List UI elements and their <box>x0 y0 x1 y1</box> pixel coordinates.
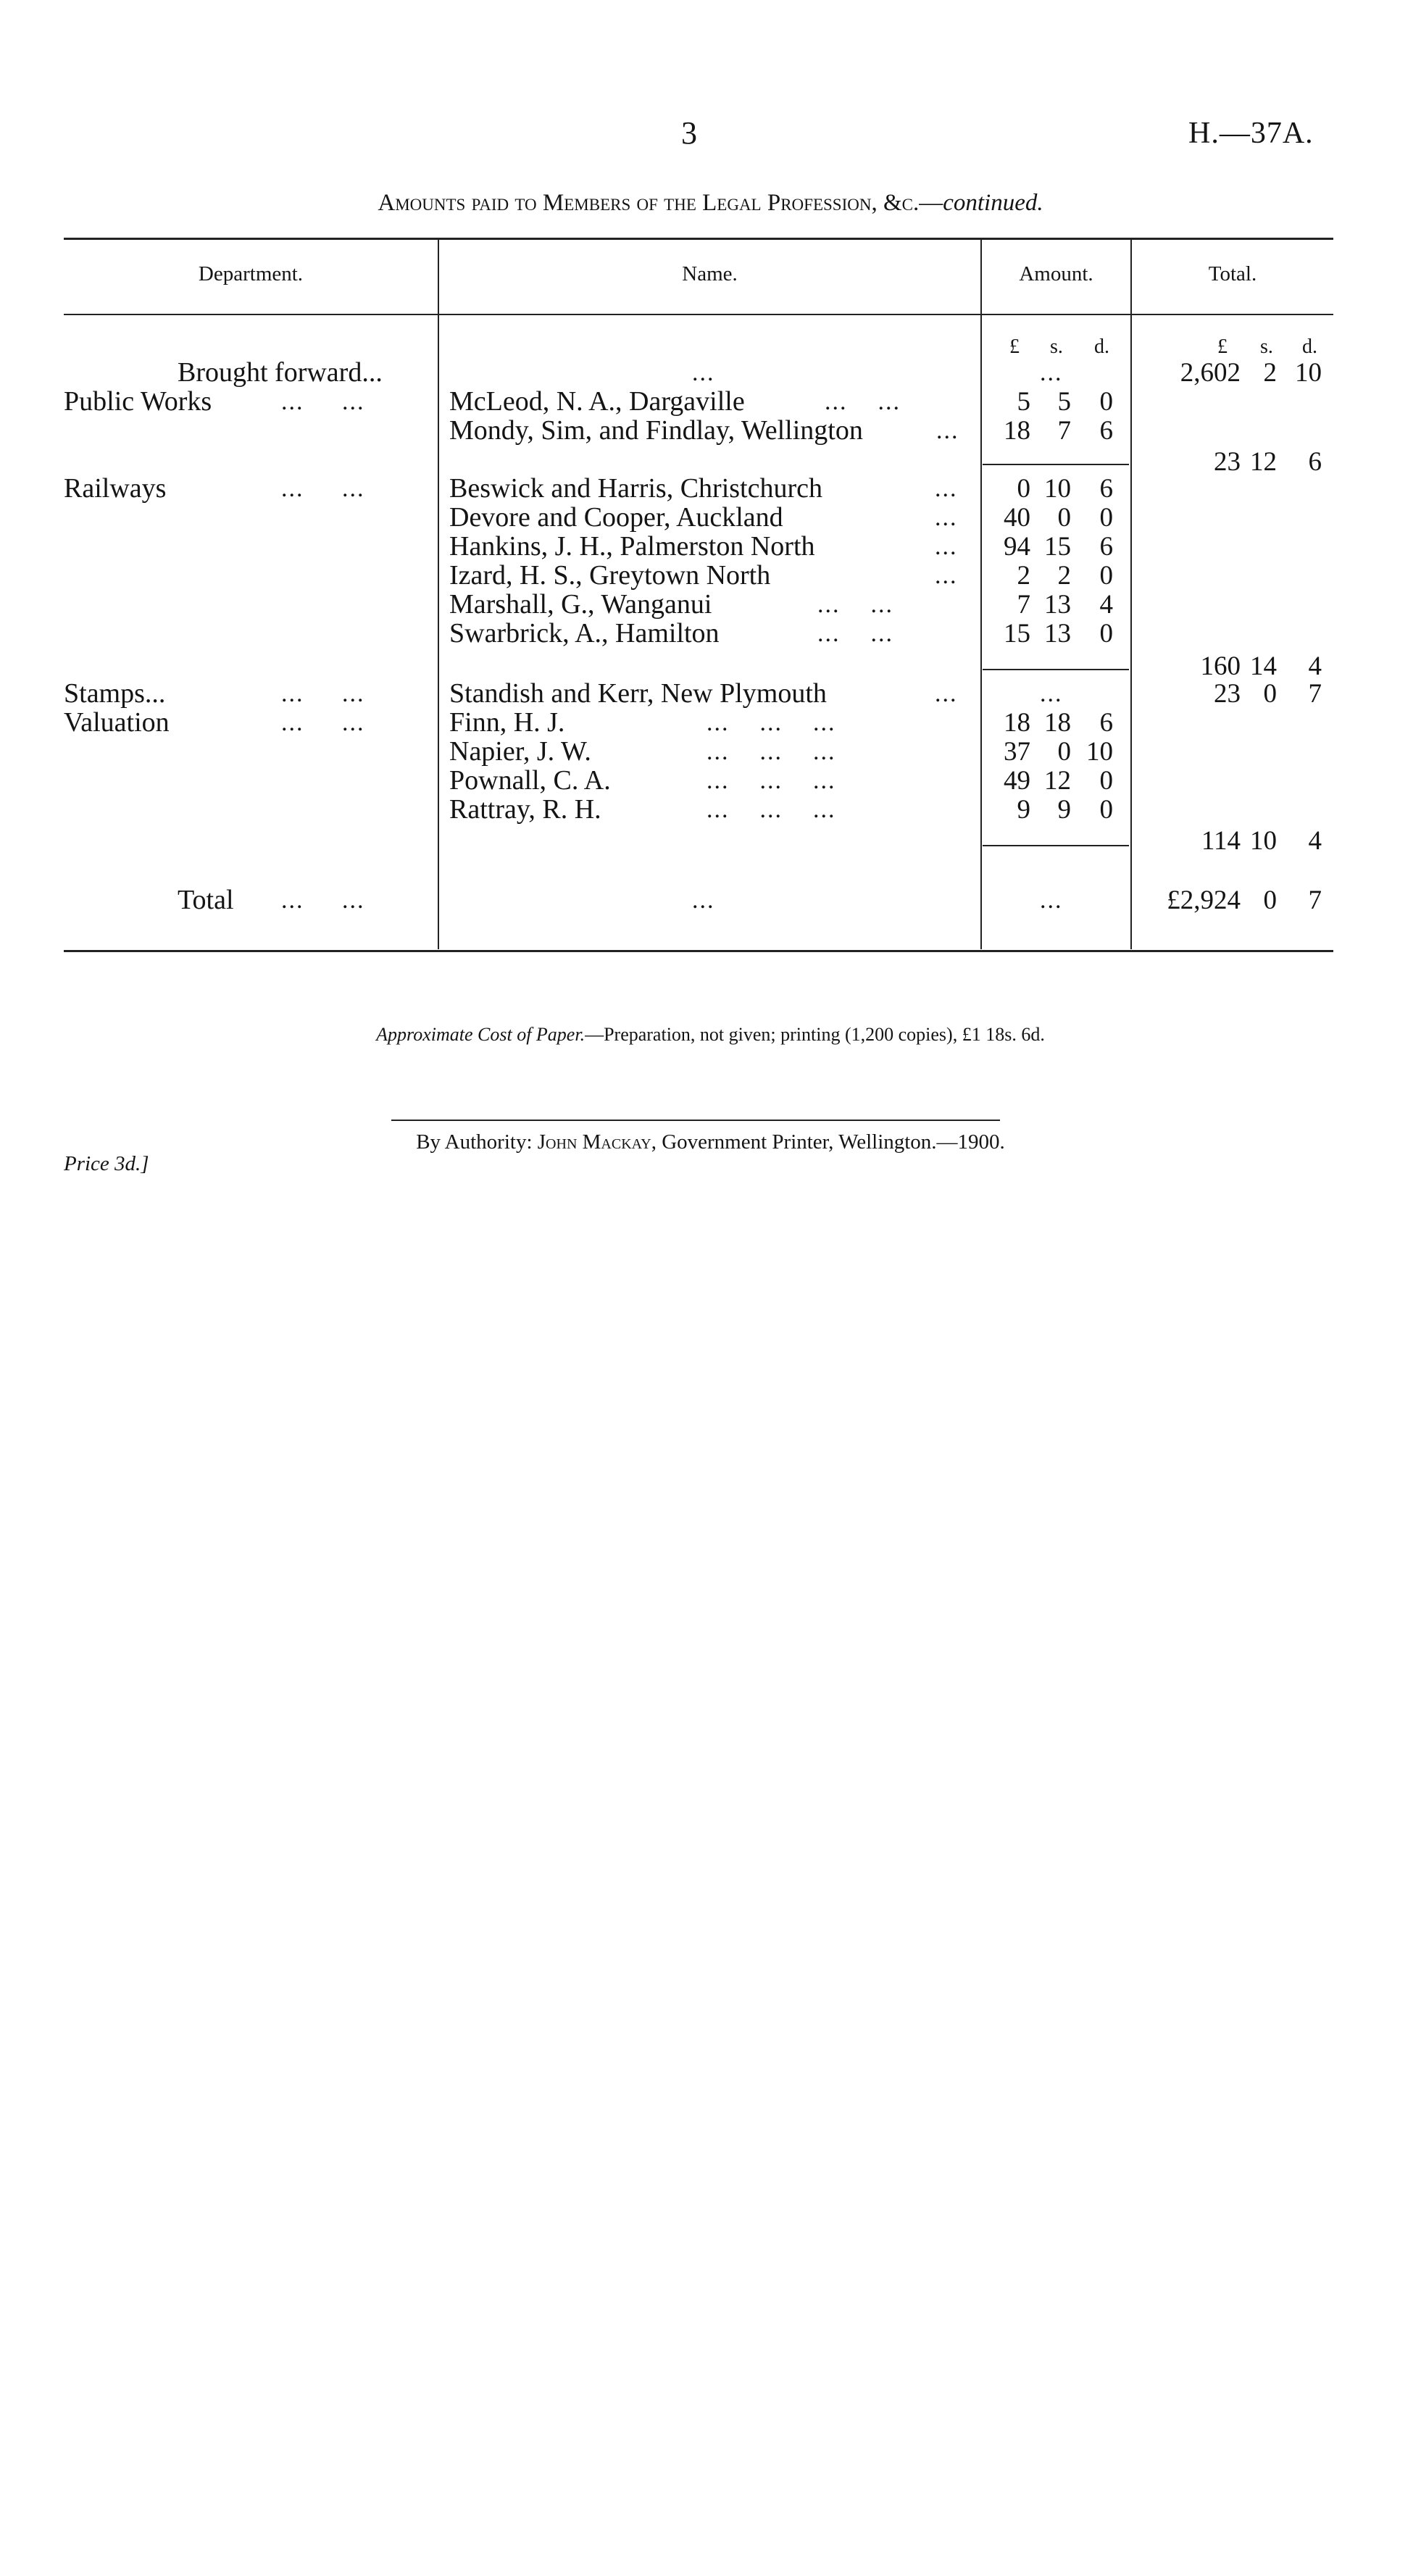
amount-shillings: 2 <box>1057 561 1071 591</box>
amount-pounds: 40 <box>1004 503 1030 533</box>
brought-forward-text: Brought forward <box>178 357 362 388</box>
amount-pence: 0 <box>1099 766 1113 796</box>
department-stamps <box>64 679 165 709</box>
total-unit-pounds: £ <box>1217 335 1228 358</box>
amount-shillings: 18 <box>1044 708 1071 738</box>
amount-unit-shillings: s. <box>1050 335 1063 358</box>
brought-forward-total-pence: 10 <box>1295 358 1322 388</box>
grand-total-pence: 7 <box>1308 885 1322 915</box>
dots-leader: ... <box>362 357 383 388</box>
table-row-name: Napier, J. W. <box>449 736 591 767</box>
approximate-cost-text: —Preparation, not given; printing (1,200 copies), £1 18s. 6d. <box>585 1024 1045 1045</box>
amount-pence: 0 <box>1099 503 1113 533</box>
department-dots: ... ... <box>281 680 365 707</box>
amount-shillings: 7 <box>1057 416 1071 446</box>
department-label: Stamps... <box>64 678 166 709</box>
brought-forward-total-shillings: 2 <box>1263 358 1277 388</box>
subtotal-rule-railways <box>983 669 1129 670</box>
column-header-name: Name. <box>682 262 738 285</box>
amount-pounds: 2 <box>1017 561 1030 591</box>
column-header-total: Total. <box>1208 262 1257 285</box>
amount-shillings: 0 <box>1057 503 1071 533</box>
table-row-name: Hankins, J. H., Palmerston North <box>449 531 815 562</box>
amount-pounds: 94 <box>1004 532 1030 562</box>
name-dots-leader: ... ... <box>825 388 901 415</box>
subtotal-valuation-pence: 4 <box>1308 826 1322 856</box>
grand-total-shillings: 0 <box>1263 885 1277 915</box>
amount-shillings: 12 <box>1044 766 1071 796</box>
name-dots-leader: ... ... <box>817 591 893 618</box>
table-title <box>0 190 1421 217</box>
authority-prefix: By Authority: <box>416 1130 538 1154</box>
table-row-name: Mondy, Sim, and Findlay, Wellington <box>449 415 863 446</box>
amount-shillings: 5 <box>1057 387 1071 417</box>
brought-forward-name-dots: ... <box>692 359 715 386</box>
subtotal-railways-pounds: 160 <box>1200 651 1241 681</box>
column-divider-3 <box>1130 239 1132 949</box>
subtotal-stamps-pence: 7 <box>1308 679 1322 709</box>
subtotal-stamps-pounds: 23 <box>1214 679 1241 709</box>
amount-pounds: 18 <box>1004 416 1030 446</box>
table-row-name: Marshall, G., Wanganui <box>449 589 712 620</box>
department-label: Public Works <box>64 386 212 417</box>
amount-unit-pence: d. <box>1094 335 1109 358</box>
brought-forward-total-pounds: 2,602 <box>1180 358 1241 388</box>
table-row-name: Devore and Cooper, Auckland <box>449 502 783 533</box>
amount-shillings: 13 <box>1044 619 1071 649</box>
amount-pounds: 0 <box>1017 474 1030 504</box>
department-dots: ... ... <box>281 388 365 415</box>
table-bottom-rule <box>64 950 1333 952</box>
table-row-name: Rattray, R. H. <box>449 794 601 825</box>
table-row-name: Beswick and Harris, Christchurch <box>449 473 822 504</box>
subtotal-rule-public-works <box>983 464 1129 465</box>
printer-name: John Mackay <box>537 1130 651 1154</box>
subtotal-public-works-shillings: 12 <box>1250 447 1277 477</box>
brought-forward-label <box>178 358 383 388</box>
amount-pence: 0 <box>1099 387 1113 417</box>
subtotal-rule-valuation <box>983 845 1129 846</box>
subtotal-railways-shillings: 14 <box>1250 651 1277 681</box>
total-unit-pence: d. <box>1302 335 1317 358</box>
amount-pounds: 49 <box>1004 766 1030 796</box>
department-dots: ... ... <box>281 709 365 736</box>
grand-total-label: Total <box>178 885 234 915</box>
department-dots: ... ... <box>281 475 365 502</box>
amount-unit-pounds: £ <box>1009 335 1020 358</box>
name-dots-leader: ... ... <box>817 620 893 647</box>
name-dots-leader: ... ... ... <box>707 796 836 823</box>
name-dots-leader: ... <box>935 504 958 531</box>
column-header-department: Department. <box>198 262 304 285</box>
printer-authority <box>0 1130 1421 1154</box>
total-unit-shillings: s. <box>1260 335 1273 358</box>
grand-total-name-dots: ... <box>692 887 715 914</box>
name-dots-leader: ... <box>935 533 958 560</box>
department-valuation <box>64 708 170 738</box>
grand-total-pounds: £2,924 <box>1167 885 1241 915</box>
name-dots-leader: ... ... ... <box>707 738 836 765</box>
amount-pence: 10 <box>1086 737 1113 767</box>
amount-dots: ... <box>1040 680 1063 707</box>
table-title-main: Amounts paid to Members of the Legal Profession, &c.— <box>378 190 943 216</box>
amount-pounds: 9 <box>1017 795 1030 825</box>
column-header-amount: Amount. <box>1019 262 1093 285</box>
table-row-name: Finn, H. J. <box>449 707 565 738</box>
subtotal-railways-pence: 4 <box>1308 651 1322 681</box>
amount-pence: 4 <box>1099 590 1113 620</box>
grand-total-amount-dots: ... <box>1040 887 1063 914</box>
amount-pence: 6 <box>1099 532 1113 562</box>
approximate-cost-label: Approximate Cost of Paper. <box>376 1024 586 1045</box>
amount-shillings: 10 <box>1044 474 1071 504</box>
amount-pounds: 7 <box>1017 590 1030 620</box>
brought-forward-amount-dots: ... <box>1040 359 1063 386</box>
subtotal-valuation-pounds: 114 <box>1201 826 1241 856</box>
amount-shillings: 9 <box>1057 795 1071 825</box>
amount-shillings: 13 <box>1044 590 1071 620</box>
subtotal-valuation-shillings: 10 <box>1250 826 1277 856</box>
name-dots-leader: ... <box>936 417 959 444</box>
document-reference: H.—37A. <box>1188 117 1314 150</box>
name-dots-leader: ... <box>935 562 958 589</box>
name-dots-leader: ... <box>935 680 958 707</box>
amount-pounds: 5 <box>1017 387 1030 417</box>
footer-rule <box>391 1120 1000 1121</box>
column-divider-1 <box>438 239 439 949</box>
page-number: 3 <box>681 115 697 151</box>
table-row-name: Pownall, C. A. <box>449 765 611 796</box>
amount-pence: 6 <box>1099 474 1113 504</box>
department-label: Railways <box>64 473 167 504</box>
subtotal-stamps-shillings: 0 <box>1263 679 1277 709</box>
price-note: Price 3d.] <box>64 1152 149 1175</box>
subtotal-public-works-pounds: 23 <box>1214 447 1241 477</box>
amount-pence: 0 <box>1099 619 1113 649</box>
name-dots-leader: ... ... ... <box>707 709 836 736</box>
department-public-works <box>64 387 212 417</box>
grand-total-dots: ... ... <box>281 887 365 914</box>
department-railways <box>64 474 166 504</box>
authority-suffix: , Government Printer, Wellington.—1900. <box>651 1130 1005 1154</box>
table-row-name: Standish and Kerr, New Plymouth <box>449 678 827 709</box>
subtotal-public-works-pence: 6 <box>1308 447 1322 477</box>
amount-pence: 0 <box>1099 795 1113 825</box>
column-divider-2 <box>980 239 982 949</box>
table-row-name: Swarbrick, A., Hamilton <box>449 618 720 649</box>
table-title-continued: continued. <box>943 190 1043 216</box>
table-top-rule <box>64 238 1333 240</box>
amount-pounds: 18 <box>1004 708 1030 738</box>
name-dots-leader: ... <box>935 475 958 502</box>
amount-pounds: 37 <box>1004 737 1030 767</box>
approximate-cost-note <box>0 1024 1421 1046</box>
amount-pounds: 15 <box>1004 619 1030 649</box>
amount-pence: 0 <box>1099 561 1113 591</box>
amount-pence: 6 <box>1099 416 1113 446</box>
amount-shillings: 0 <box>1057 737 1071 767</box>
department-label: Valuation <box>64 707 170 738</box>
amount-pence: 6 <box>1099 708 1113 738</box>
table-row-name: McLeod, N. A., Dargaville <box>449 386 745 417</box>
table-row-name: Izard, H. S., Greytown North <box>449 560 771 591</box>
name-dots-leader: ... ... ... <box>707 767 836 794</box>
header-bottom-rule <box>64 314 1333 315</box>
amount-shillings: 15 <box>1044 532 1071 562</box>
